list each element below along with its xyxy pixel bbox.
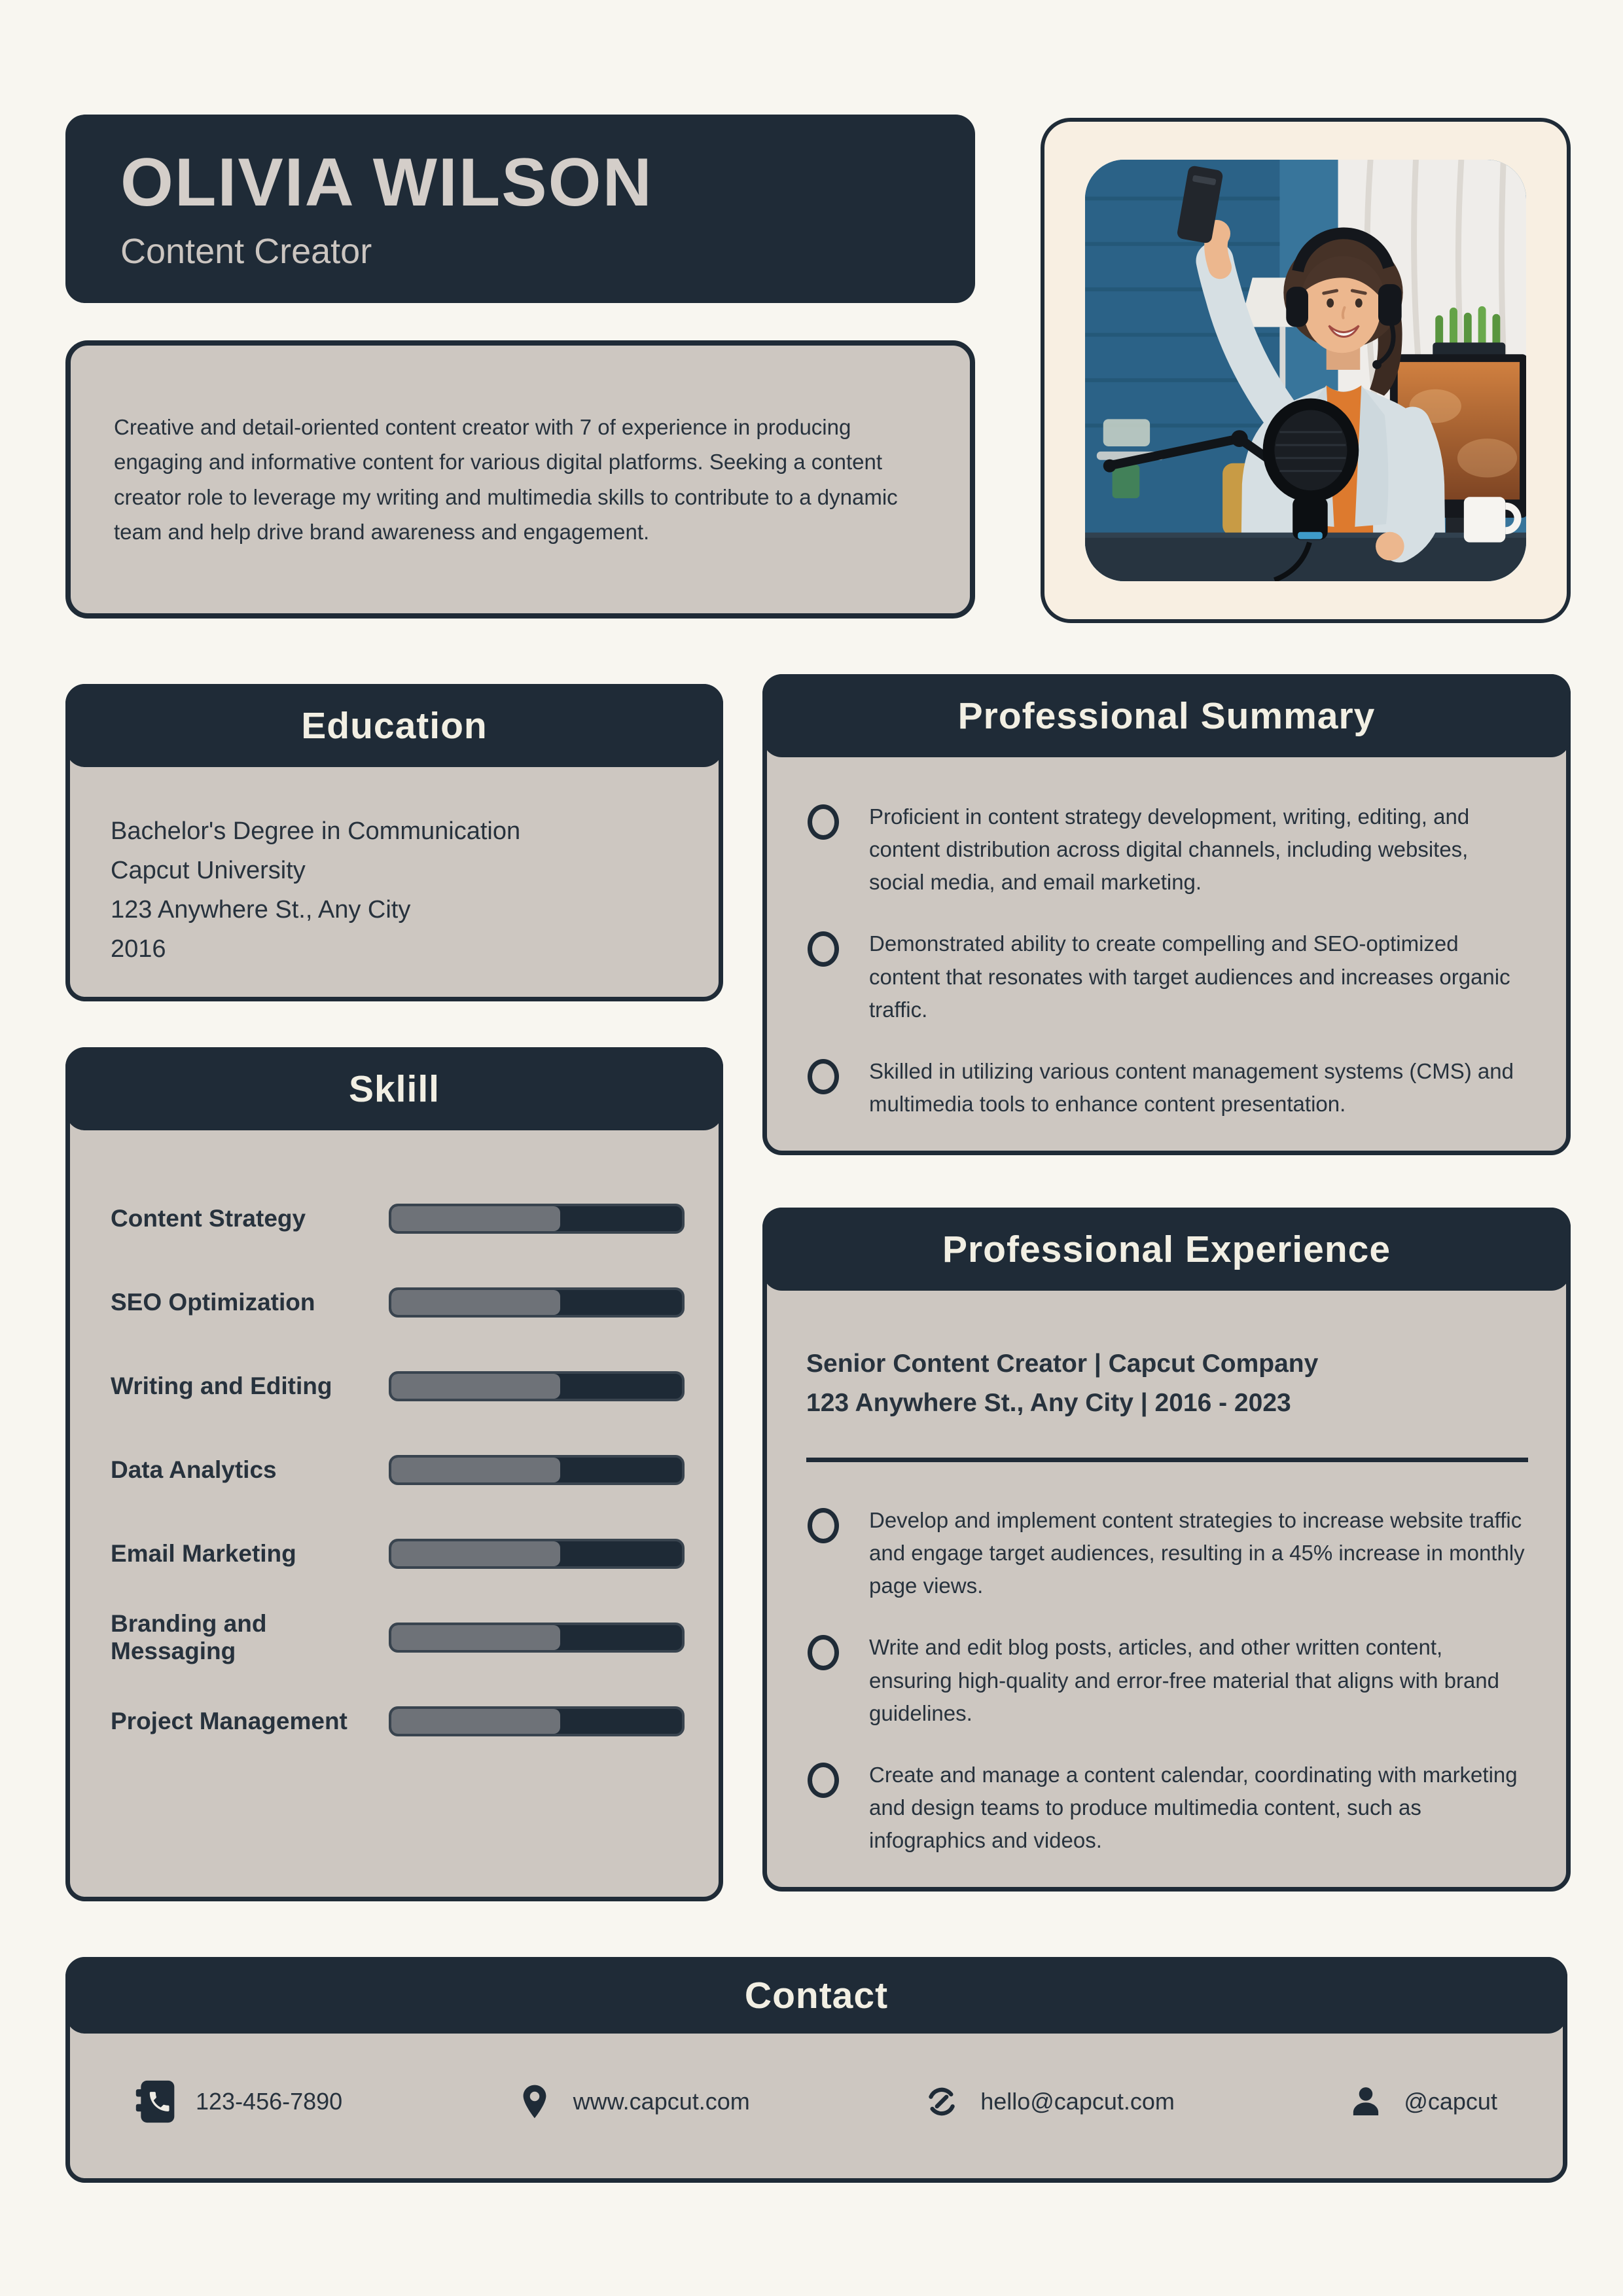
skill-row (111, 1539, 685, 1569)
skills-header (65, 1047, 723, 1130)
education-header (65, 684, 723, 767)
skills-title: Sklill (348, 1067, 440, 1110)
education-title: Education (301, 704, 488, 747)
list-item (806, 1055, 1528, 1121)
skill-bar (389, 1623, 685, 1653)
professional-summary-title: Professional Summary (957, 694, 1376, 737)
contact-phone-text: 123-456-7890 (196, 2087, 343, 2115)
skills-body (70, 1130, 719, 1897)
bullet-ring-icon (808, 1059, 839, 1094)
contact-website-text: www.capcut.com (573, 2087, 750, 2115)
skill-bar (389, 1706, 685, 1736)
education-school: Capcut University (111, 857, 306, 885)
skill-bar-fill (391, 1290, 560, 1315)
profile-photo (1085, 160, 1526, 581)
list-item (806, 800, 1528, 899)
user-icon (1347, 2082, 1384, 2121)
bullet-text: Write and edit blog posts, articles, and other written content, ensuring high-quality and error-free material that aligns with brand guidelines. (869, 1635, 1500, 1725)
job-role: Senior Content Creator | Capcut Company (806, 1350, 1319, 1378)
bullet-text: Develop and implement content strategies to increase website traffic and engage target audiences, resulting in a 45% increase in monthly page views. (869, 1507, 1525, 1598)
professional-experience-card (762, 1208, 1571, 1892)
skill-bar (389, 1204, 685, 1234)
education-body (70, 767, 719, 997)
education-year: 2016 (111, 935, 166, 963)
bullet-ring-icon (808, 1508, 839, 1543)
skill-bar-fill (391, 1625, 560, 1650)
skill-row (111, 1287, 685, 1318)
professional-experience-title: Professional Experience (942, 1228, 1391, 1270)
bullet-text: Demonstrated ability to create compelling and SEO-optimized content that resonates with target audiences and increases organic traffic. (869, 931, 1510, 1022)
professional-summary-body (767, 757, 1566, 1151)
skill-label: SEO Optimization (111, 1289, 315, 1316)
contact-title: Contact (744, 1974, 889, 2017)
skill-bar-fill (391, 1541, 560, 1566)
person-title: Content Creator (120, 232, 372, 271)
contact-body (70, 2034, 1563, 2178)
phone-icon (135, 2079, 176, 2124)
list-item (806, 1759, 1528, 1857)
photo-card (1041, 118, 1571, 623)
education-address: 123 Anywhere St., Any City (111, 896, 411, 924)
summary-text: Creative and detail-oriented content creator with 7 of experience in producing engaging and informative content for various digital platforms. Seeking a content creator role to leverage my writing and multimedia skills to contribute to a dynamic team and help drive brand awareness and engagement. (114, 414, 898, 544)
contact-item-phone (135, 2079, 342, 2124)
skill-bar (389, 1371, 685, 1401)
skill-row (111, 1610, 685, 1664)
skill-row (111, 1371, 685, 1401)
professional-summary-header (762, 674, 1571, 757)
contact-email-text: hello@capcut.com (980, 2087, 1175, 2115)
skill-row (111, 1455, 685, 1485)
education-degree: Bachelor's Degree in Communication (111, 817, 521, 845)
bullet-ring-icon (808, 804, 839, 840)
skill-bar-fill (391, 1374, 560, 1399)
list-item (806, 1631, 1528, 1729)
header-name-card (65, 115, 975, 303)
skill-row (111, 1204, 685, 1234)
person-name: OLIVIA WILSON (120, 145, 653, 221)
skill-label: Project Management (111, 1708, 348, 1734)
skills-card (65, 1047, 723, 1901)
skill-label: Content Strategy (111, 1205, 306, 1232)
skill-label: Branding and Messaging (111, 1610, 267, 1664)
professional-experience-header (762, 1208, 1571, 1291)
contact-item-website (516, 2080, 750, 2123)
link-icon (923, 2081, 961, 2122)
skill-bar-fill (391, 1709, 560, 1734)
professional-experience-body (767, 1291, 1566, 1887)
bullet-text: Create and manage a content calendar, coordinating with marketing and design teams to produce multimedia content, such as infographics and videos. (869, 1762, 1518, 1853)
divider (806, 1458, 1528, 1462)
education-card (65, 684, 723, 1001)
list-item (806, 927, 1528, 1026)
skill-bar (389, 1455, 685, 1485)
skill-label: Email Marketing (111, 1540, 296, 1567)
list-item (806, 1504, 1528, 1602)
skill-bar (389, 1539, 685, 1569)
skill-bar-fill (391, 1458, 560, 1482)
portrait-illustration (1085, 160, 1526, 581)
skill-row (111, 1706, 685, 1736)
bullet-text: Proficient in content strategy development, writing, editing, and content distribution across digital channels, including websites, social media, and email marketing. (869, 804, 1470, 895)
location-icon (516, 2080, 554, 2123)
professional-summary-card (762, 674, 1571, 1155)
job-location-dates: 123 Anywhere St., Any City | 2016 - 2023 (806, 1389, 1291, 1418)
contact-handle-text: @capcut (1404, 2087, 1497, 2115)
bullet-ring-icon (808, 1635, 839, 1670)
bullet-ring-icon (808, 931, 839, 967)
contact-item-handle (1347, 2082, 1497, 2121)
contact-item-email (923, 2081, 1175, 2122)
skill-label: Data Analytics (111, 1456, 277, 1483)
bullet-ring-icon (808, 1763, 839, 1798)
skill-label: Writing and Editing (111, 1372, 332, 1399)
summary-card (65, 340, 975, 619)
skill-bar-fill (391, 1206, 560, 1231)
skill-bar (389, 1287, 685, 1318)
contact-header (65, 1957, 1567, 2034)
contact-card (65, 1957, 1567, 2183)
bullet-text: Skilled in utilizing various content management systems (CMS) and multimedia tools to enhance content presentation. (869, 1058, 1514, 1117)
